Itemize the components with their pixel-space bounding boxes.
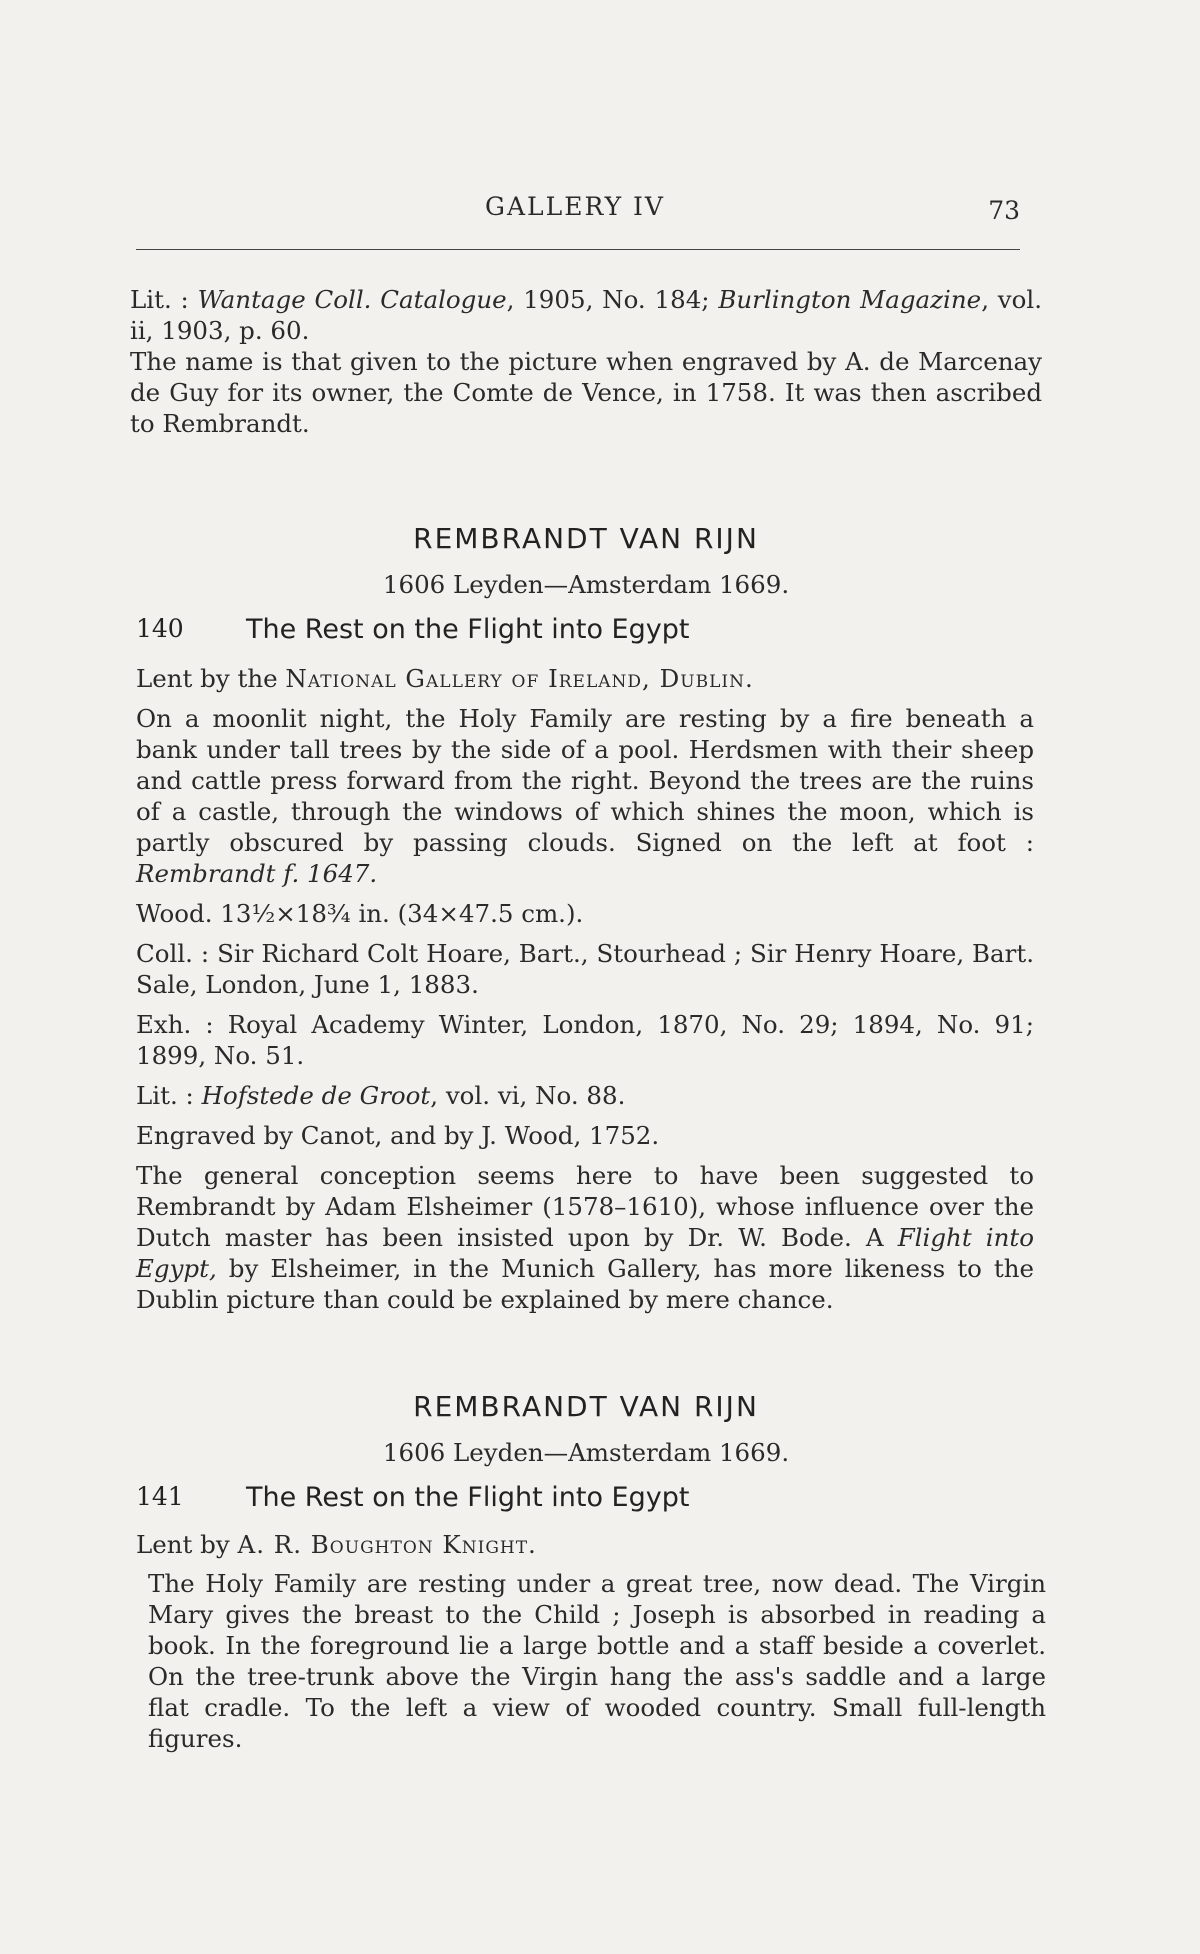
entry-141-body [148, 1568, 1046, 1754]
lender: A. R. Boughton Knight. [237, 1530, 537, 1559]
entry-note: The general conception seems here to have been suggested to Rembrandt by Adam Elsheimer (1578–1610), whose influence over the Dutch master has been insisted upon by Dr. W. Bode. A Flight into Egypt, by Elsheimer, in the Munich Gallery, has more likeness to the Dublin picture than could be explained by mere chance. [136, 1161, 1034, 1314]
running-head [130, 192, 1020, 228]
engraved: Engraved by Canot, and by J. Wood, 1752. [136, 1121, 660, 1150]
lit-ref-wantage: Wantage Coll. Catalogue [197, 285, 507, 314]
medium: Wood. 13½×18¾ in. (34×47.5 cm.). [136, 899, 584, 928]
header-rule [136, 249, 1020, 250]
description: On a moonlit night, the Holy Family are resting by a fire beneath a bank under tall trees by the side of a pool. Herdsmen with their sheep and cattle press forward from the right. Beyond the trees are the ruins of a castle, through the windows of which shines the moon, which is partly obscured by passing clouds. Signed on the left at foot : Rembrandt f. 1647. [136, 704, 1034, 888]
artist-dates: 1606 Leyden—Amsterdam 1669. [382, 1438, 790, 1467]
lent-by: Lent by A. R. Boughton Knight. [136, 1530, 537, 1559]
artist-heading: REMBRANDT VAN RIJN [413, 522, 759, 555]
entry-heading [136, 1482, 1046, 1518]
entry-title: The Rest on the Flight into Egypt [246, 1482, 690, 1513]
intro-note: The name is that given to the picture when engraved by A. de Marcenay de Guy for its owner, the Comte de Vence, in 1758. It was then ascribed to Rembrandt. [130, 347, 1042, 438]
running-title: GALLERY IV [485, 192, 665, 221]
lent-by: Lent by the National Gallery of Ireland, Dublin. [136, 664, 754, 693]
entry-title: The Rest on the Flight into Egypt [246, 614, 690, 645]
intro-block [130, 284, 1042, 439]
artist-dates: 1606 Leyden—Amsterdam 1669. [382, 570, 790, 599]
entry-heading [136, 614, 1046, 650]
literature: Lit. : Hofstede de Groot, vol. vi, No. 88. [136, 1081, 626, 1110]
page-number: 73 [988, 196, 1020, 225]
signature: Rembrandt f. 1647. [136, 859, 378, 888]
entry-140-body [136, 703, 1034, 1315]
collection: Coll. : Sir Richard Colt Hoare, Bart., Stourhead ; Sir Henry Hoare, Bart. Sale, London, June 1, 1883. [136, 939, 1034, 999]
entry-number: 141 [136, 1482, 184, 1511]
description: The Holy Family are resting under a great tree, now dead. The Virgin Mary gives the breast to the Child ; Joseph is absorbed in reading a book. In the foreground lie a large bottle and a staff beside a coverlet. On the tree-trunk above the Virgin hang the ass's saddle and a large flat cradle. To the left a view of wooded country. Small full-length figures. [148, 1569, 1046, 1753]
intro-lit: Lit. : Wantage Coll. Catalogue, 1905, No. 184; Burlington Magazine, vol. ii, 1903, p. 60. [130, 285, 1043, 345]
lit-ref-burlington: Burlington Magazine [718, 285, 982, 314]
exhibition: Exh. : Royal Academy Winter, London, 1870, No. 29; 1894, No. 91; 1899, No. 51. [136, 1010, 1034, 1070]
artist-heading: REMBRANDT VAN RIJN [413, 1390, 759, 1423]
entry-number: 140 [136, 614, 184, 643]
lender: National Gallery of Ireland, Dublin. [285, 664, 754, 693]
